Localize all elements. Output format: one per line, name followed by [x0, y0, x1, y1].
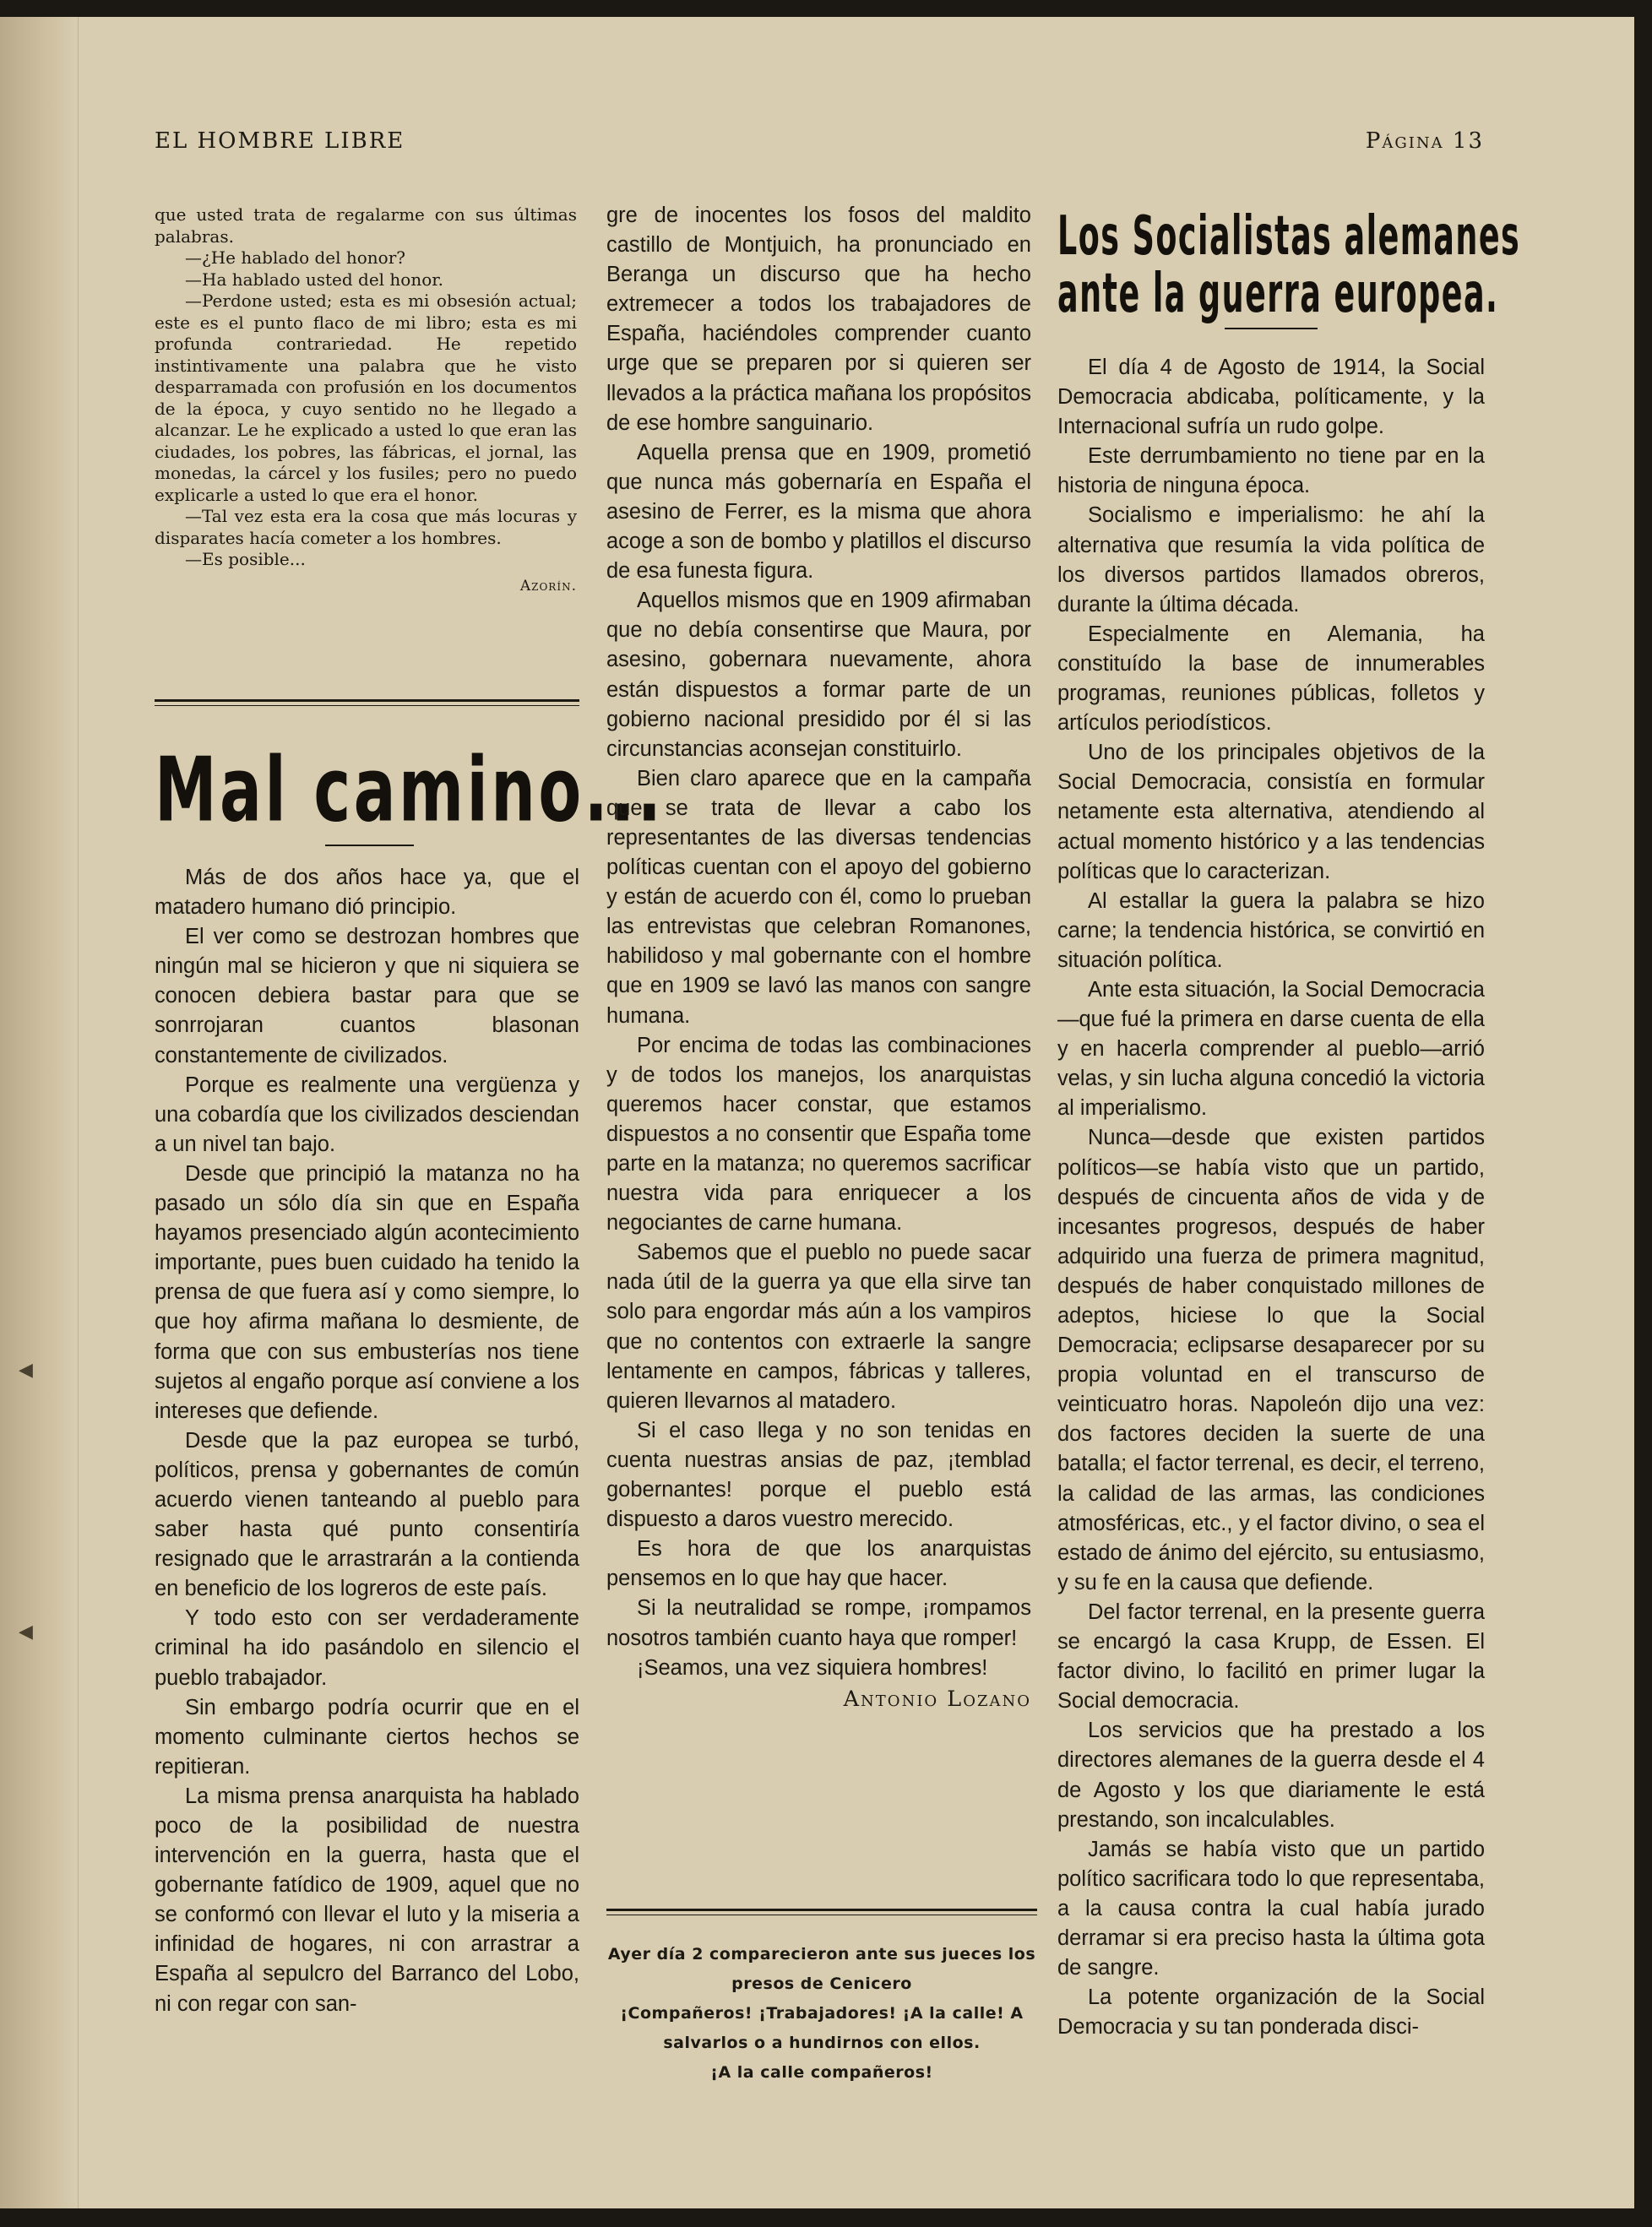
paragraph: Uno de los principales objetivos de la Social Democracia, consistía en formular netamente esta alternativa, atendiendo al actual momento histórico y a las tendencias políticas que lo caracterizan.: [1057, 741, 1485, 883]
notice-line: Ayer día 2 comparecieron ante sus jueces los presos de Cenicero: [607, 1945, 1036, 1993]
paragraph: Este derrumbamiento no tiene par en la historia de ninguna época.: [1057, 444, 1485, 498]
paragraph: Jamás se había visto que un partido político sacrificara todo lo que representaba, a la causa contra la cual había jurado derramar si era preciso hasta la última gota de sangre.: [1057, 1837, 1485, 1980]
mal-camino-body-col2: [606, 201, 1031, 1714]
paragraph: —Tal vez esta era la cosa que más locuras y disparates hacía cometer a los hombres.: [155, 506, 577, 548]
lozano-signature: Antonio Lozano: [843, 1686, 1031, 1712]
azorin-signature: Azorín.: [519, 577, 577, 595]
article-title-socialistas-line1: Los Socialistas alemanes: [1057, 204, 1521, 268]
running-head-page-number: Página 13: [1365, 128, 1484, 154]
paragraph: —¿He hablado del honor?: [185, 247, 406, 268]
notice-line: ¡Compañeros! ¡Trabajadores! ¡A la calle! A salvarlos o a hundirnos con ellos.: [620, 2004, 1024, 2052]
paragraph: Por encima de todas las combinaciones y de todos los manejos, los anarquistas queremos hacer constar, que estamos dispuestos a no consentir que España tome parte en la matanza; no queremos sacrificar nuestra vida para enriquecer a los negociantes de carne humana.: [606, 1033, 1031, 1236]
section-divider-rule: [155, 699, 579, 706]
title-underline: [325, 845, 414, 846]
newspaper-page: [0, 17, 1634, 2208]
paragraph: gre de inocentes los fosos del maldito castillo de Montjuich, ha pronunciado en Beranga un discurso que ha hecho extremecer a todos los trabajadores de España, haciéndoles comprender cuanto urge que se preparen por si quieren ser llevados a la práctica mañana los propósitos de ese hombre sanguinario.: [606, 204, 1031, 435]
running-head-title: EL HOMBRE LIBRE: [155, 128, 405, 154]
azorin-excerpt: [155, 204, 577, 597]
paragraph: —Es posible...: [185, 549, 306, 569]
edge-arrow-mark: ◀: [19, 1621, 33, 1643]
paragraph: El día 4 de Agosto de 1914, la Social Democracia abdicaba, políticamente, y la Internacional sufría un rudo golpe.: [1057, 356, 1485, 439]
paragraph: Si el caso llega y no son tenidas en cuenta nuestras ansias de paz, ¡temblad gobernantes! porque el pueblo está dispuesto a daros vuestro merecido.: [606, 1418, 1031, 1532]
paragraph: Sabemos que el pueblo no puede sacar nada útil de la guerra ya que ella sirve tan solo para engordar más aún a los vampiros que no contentos con extraerle la sangre lentamente en campos, fábricas y talleres, quieren llevarnos al matadero.: [606, 1241, 1031, 1413]
paragraph: Bien claro aparece que en la campaña que se trata de llevar a cabo los representantes de las diversas tendencias políticas cuentan con el apoyo del gobierno y están de acuerdo con él, como lo prueban las entrevistas que celebran Romanones, habilidoso y mal gobernante con el hombre que en 1909 se lavó las manos con sangre humana.: [606, 766, 1031, 1028]
paragraph: Es hora de que los anarquistas pensemos en lo que hay que hacer.: [606, 1537, 1031, 1591]
edge-arrow-mark: ◀: [19, 1360, 33, 1381]
paragraph: Nunca—desde que existen partidos políticos—se había visto que un partido, después de cincuenta años de vida y de incesantes progresos, después de haber adquirido una fuerza de primera magnitud, después de haber conquistado millones de adeptos, hiciese lo que la Social Democracia; eclipsarse desaparecer por su propia voluntad en el transcurso de veinticuatro horas. Napoleón dijo una vez: dos factores deciden la suerte de una batalla; el factor terrenal, es decir, el terreno, la calidad de las armas, las condiciones atmosféricas, etc., y el factor divino, o sea el estado de ánimo del ejército, su entusiasmo, y su fe en la causa que defiende.: [1057, 1126, 1485, 1594]
paragraph: La potente organización de la Social Democracia y su tan ponderada disci-: [1057, 1985, 1485, 2040]
paragraph: Y todo esto con ser verdaderamente criminal ha ido pasándolo en silencio el pueblo trabajador.: [155, 1606, 579, 1690]
paragraph: Más de dos años hace ya, que el matadero humano dió principio.: [155, 866, 579, 920]
notice-divider-rule: [606, 1909, 1037, 1915]
socialistas-body: [1057, 353, 1485, 2042]
paragraph: Del factor terrenal, en la presente guerra se encargó la casa Krupp, de Essen. El factor divino, lo facilitó en primer lugar la Social democracia.: [1057, 1600, 1485, 1714]
title-underline: [1225, 328, 1318, 329]
paragraph: ¡Seamos, una vez siquiera hombres!: [637, 1655, 988, 1680]
mal-camino-body-col1: [155, 863, 579, 2019]
paragraph: Aquellos mismos que en 1909 afirmaban que no debía consentirse que Maura, por asesino, gobernara nuevamente, ahora están dispuestos a formar parte de un gobierno nacional presidido por él si las circunstancias aconsejan constituirlo.: [606, 589, 1031, 761]
paragraph: Si la neutralidad se rompe, ¡rompamos nosotros también cuanto haya que romper!: [606, 1596, 1031, 1650]
paragraph: Al estallar la guera la palabra se hizo carne; la tendencia histórica, se convirtió en situación política.: [1057, 888, 1485, 972]
paragraph: Desde que principió la matanza no ha pasado un sólo día sin que en España hayamos presenciado algún acontecimiento importante, pues buen cuidado ha tenido la prensa de que fuera así y como siempre, lo que hoy afirma mañana lo desmiente, de forma que con sus embusterías nos tiene sujetos al engaño porque así conviene a los intereses que defiende.: [155, 1161, 579, 1423]
article-title-mal-camino: Mal camino...: [155, 739, 665, 842]
paragraph: Especialmente en Alemania, ha constituído la base de innumerables programas, reuniones públicas, folletos y artículos periodísticos.: [1057, 622, 1485, 736]
paragraph: La misma prensa anarquista ha hablado poco de la posibilidad de nuestra intervención en la guerra, hasta que el gobernante fatídico de 1909, aquel que no se conformó con llevar el luto y la miseria a infinidad de hogares, ni con arrastrar a España al sepulcro del Barranco del Lobo, ni con regar con san-: [155, 1784, 579, 2016]
paragraph: Socialismo e imperialismo: he ahí la alternativa que resumía la vida política de los diversos partidos llamados obreros, durante la última década.: [1057, 503, 1485, 616]
paragraph: —Perdone usted; esta es mi obsesión actual; este es el punto flaco de mi libro; esta es mi profunda contrariedad. He repetido instintivamente una palabra que he visto desparramada con profusión en los documentos de la época, y cuyo sentido no he llegado a alcanzar. Le he explicado a usted lo que eran las ciudades, los pobres, las fábricas, el jornal, las monedas, la cárcel y los fusiles; pero no puedo explicarle a usted lo que era el honor.: [155, 291, 577, 505]
article-title-socialistas-line2: ante la guerra europea.: [1057, 262, 1499, 325]
cenicero-notice: [606, 1940, 1037, 2088]
paragraph: Los servicios que ha prestado a los directores alemanes de la guerra desde el 4 de Agosto y los que diariamente le está prestando, son incalculables.: [1057, 1719, 1485, 1832]
paragraph: Sin embargo podría ocurrir que en el momento culminante ciertos hechos se repitieran.: [155, 1695, 579, 1779]
paragraph: Desde que la paz europea se turbó, políticos, prensa y gobernantes de común acuerdo vienen tanteando al pueblo para saber hasta qué punto consentiría resignado que le arrastrarán a la contienda en beneficio de los logreros de este país.: [155, 1428, 579, 1601]
notice-line: ¡A la calle compañeros!: [710, 2063, 933, 2082]
paragraph: Ante esta situación, la Social Democracia—que fué la primera en darse cuenta de ella y en hacerla comprender al pueblo—arrió velas, y sin lucha alguna concedió la victoria al imperialismo.: [1057, 977, 1485, 1121]
paragraph: Aquella prensa que en 1909, prometió que nunca más gobernaría en España el asesino de Ferrer, es la misma que ahora acoge a son de bombo y platillos el discurso de esa funesta figura.: [606, 440, 1031, 584]
page-spine: [0, 17, 79, 2208]
paragraph: que usted trata de regalarme con sus últimas palabras.: [155, 204, 577, 247]
paragraph: Porque es realmente una vergüenza y una cobardía que los civilizados desciendan a un nivel tan bajo.: [155, 1073, 579, 1156]
paragraph: —Ha hablado usted del honor.: [185, 269, 443, 290]
paragraph: El ver como se destrozan hombres que ningún mal se hicieron y que ni siquiera se conocen debiera bastar para que se sonrrojaran cuantos blasonan constantemente de civilizados.: [155, 925, 579, 1067]
